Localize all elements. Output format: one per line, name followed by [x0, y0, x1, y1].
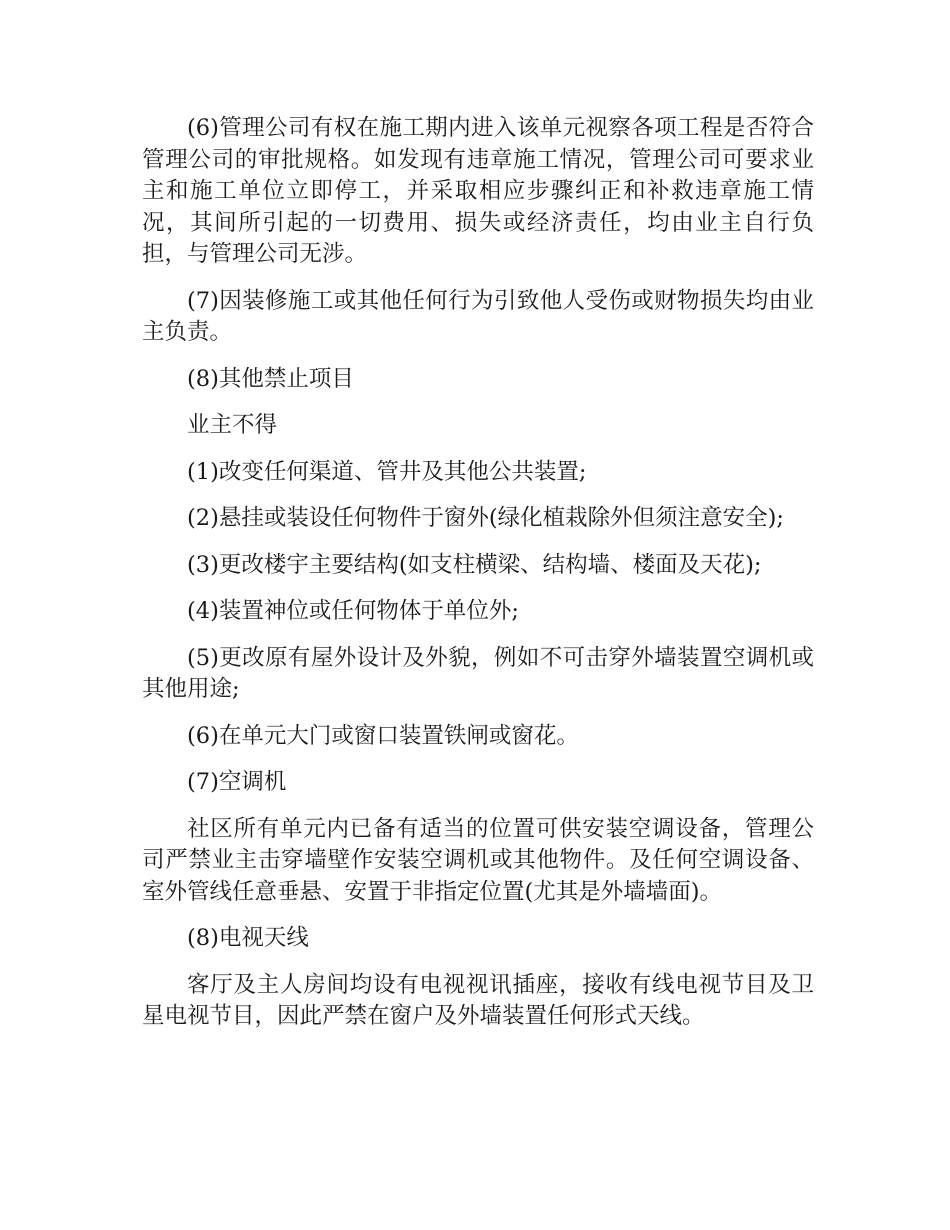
heading-tv-antenna: (8)电视天线 [187, 925, 309, 951]
heading-other-prohibited-items: (8)其他禁止项目 [187, 365, 354, 392]
paragraph-liability: (7)因装修施工或其他任何行为引致他人受伤或财物损失均由业主负责。 [142, 287, 814, 345]
list-item-structure: (3)更改楼宇主要结构(如支柱横梁、结构墙、楼面及天花); [187, 551, 762, 578]
paragraph-owner-shall-not: 业主不得 [187, 412, 278, 438]
list-item-hanging-objects: (2)悬挂或装设任何物件于窗外(绿化植栽除外但须注意安全); [187, 505, 785, 531]
paragraph-tv-antenna: 客厅及主人房间均设有电视视讯插座，接收有线电视节目及卫星电视节目，因此严禁在窗户及外墙装置任何形式天线。 [142, 971, 814, 1029]
list-item-shrine: (4)装置神位或任何物体于单位外; [187, 598, 519, 624]
heading-air-conditioner: (7)空调机 [187, 769, 287, 795]
list-item-iron-gates: (6)在单元大门或窗口装置铁闸或窗花。 [187, 722, 579, 749]
list-item-exterior-design: (5)更改原有屋外设计及外貌，例如不可击穿外墙装置空调机或其他用途; [142, 644, 814, 702]
paragraph-air-conditioner: 社区所有单元内已备有适当的位置可供安装空调设备，管理公司严禁业主击穿墙壁作安装空调机或其他物件。及任何空调设备、室外管线任意垂悬、安置于非指定位置(尤其是外墙墙面)。 [142, 815, 814, 905]
document-page [142, 113, 814, 1033]
list-item-channels: (1)改变任何渠道、管井及其他公共装置; [187, 458, 587, 485]
paragraph-inspection-rights: (6)管理公司有权在施工期内进入该单元视察各项工程是否符合管理公司的审批规格。如发现有违章施工情况，管理公司可要求业主和施工单位立即停工，并采取相应步骤纠正和补救违章施工情况，其间所引起的一切费用、损失或经济责任，均由业主自行负担，与管理公司无涉。 [142, 115, 814, 267]
